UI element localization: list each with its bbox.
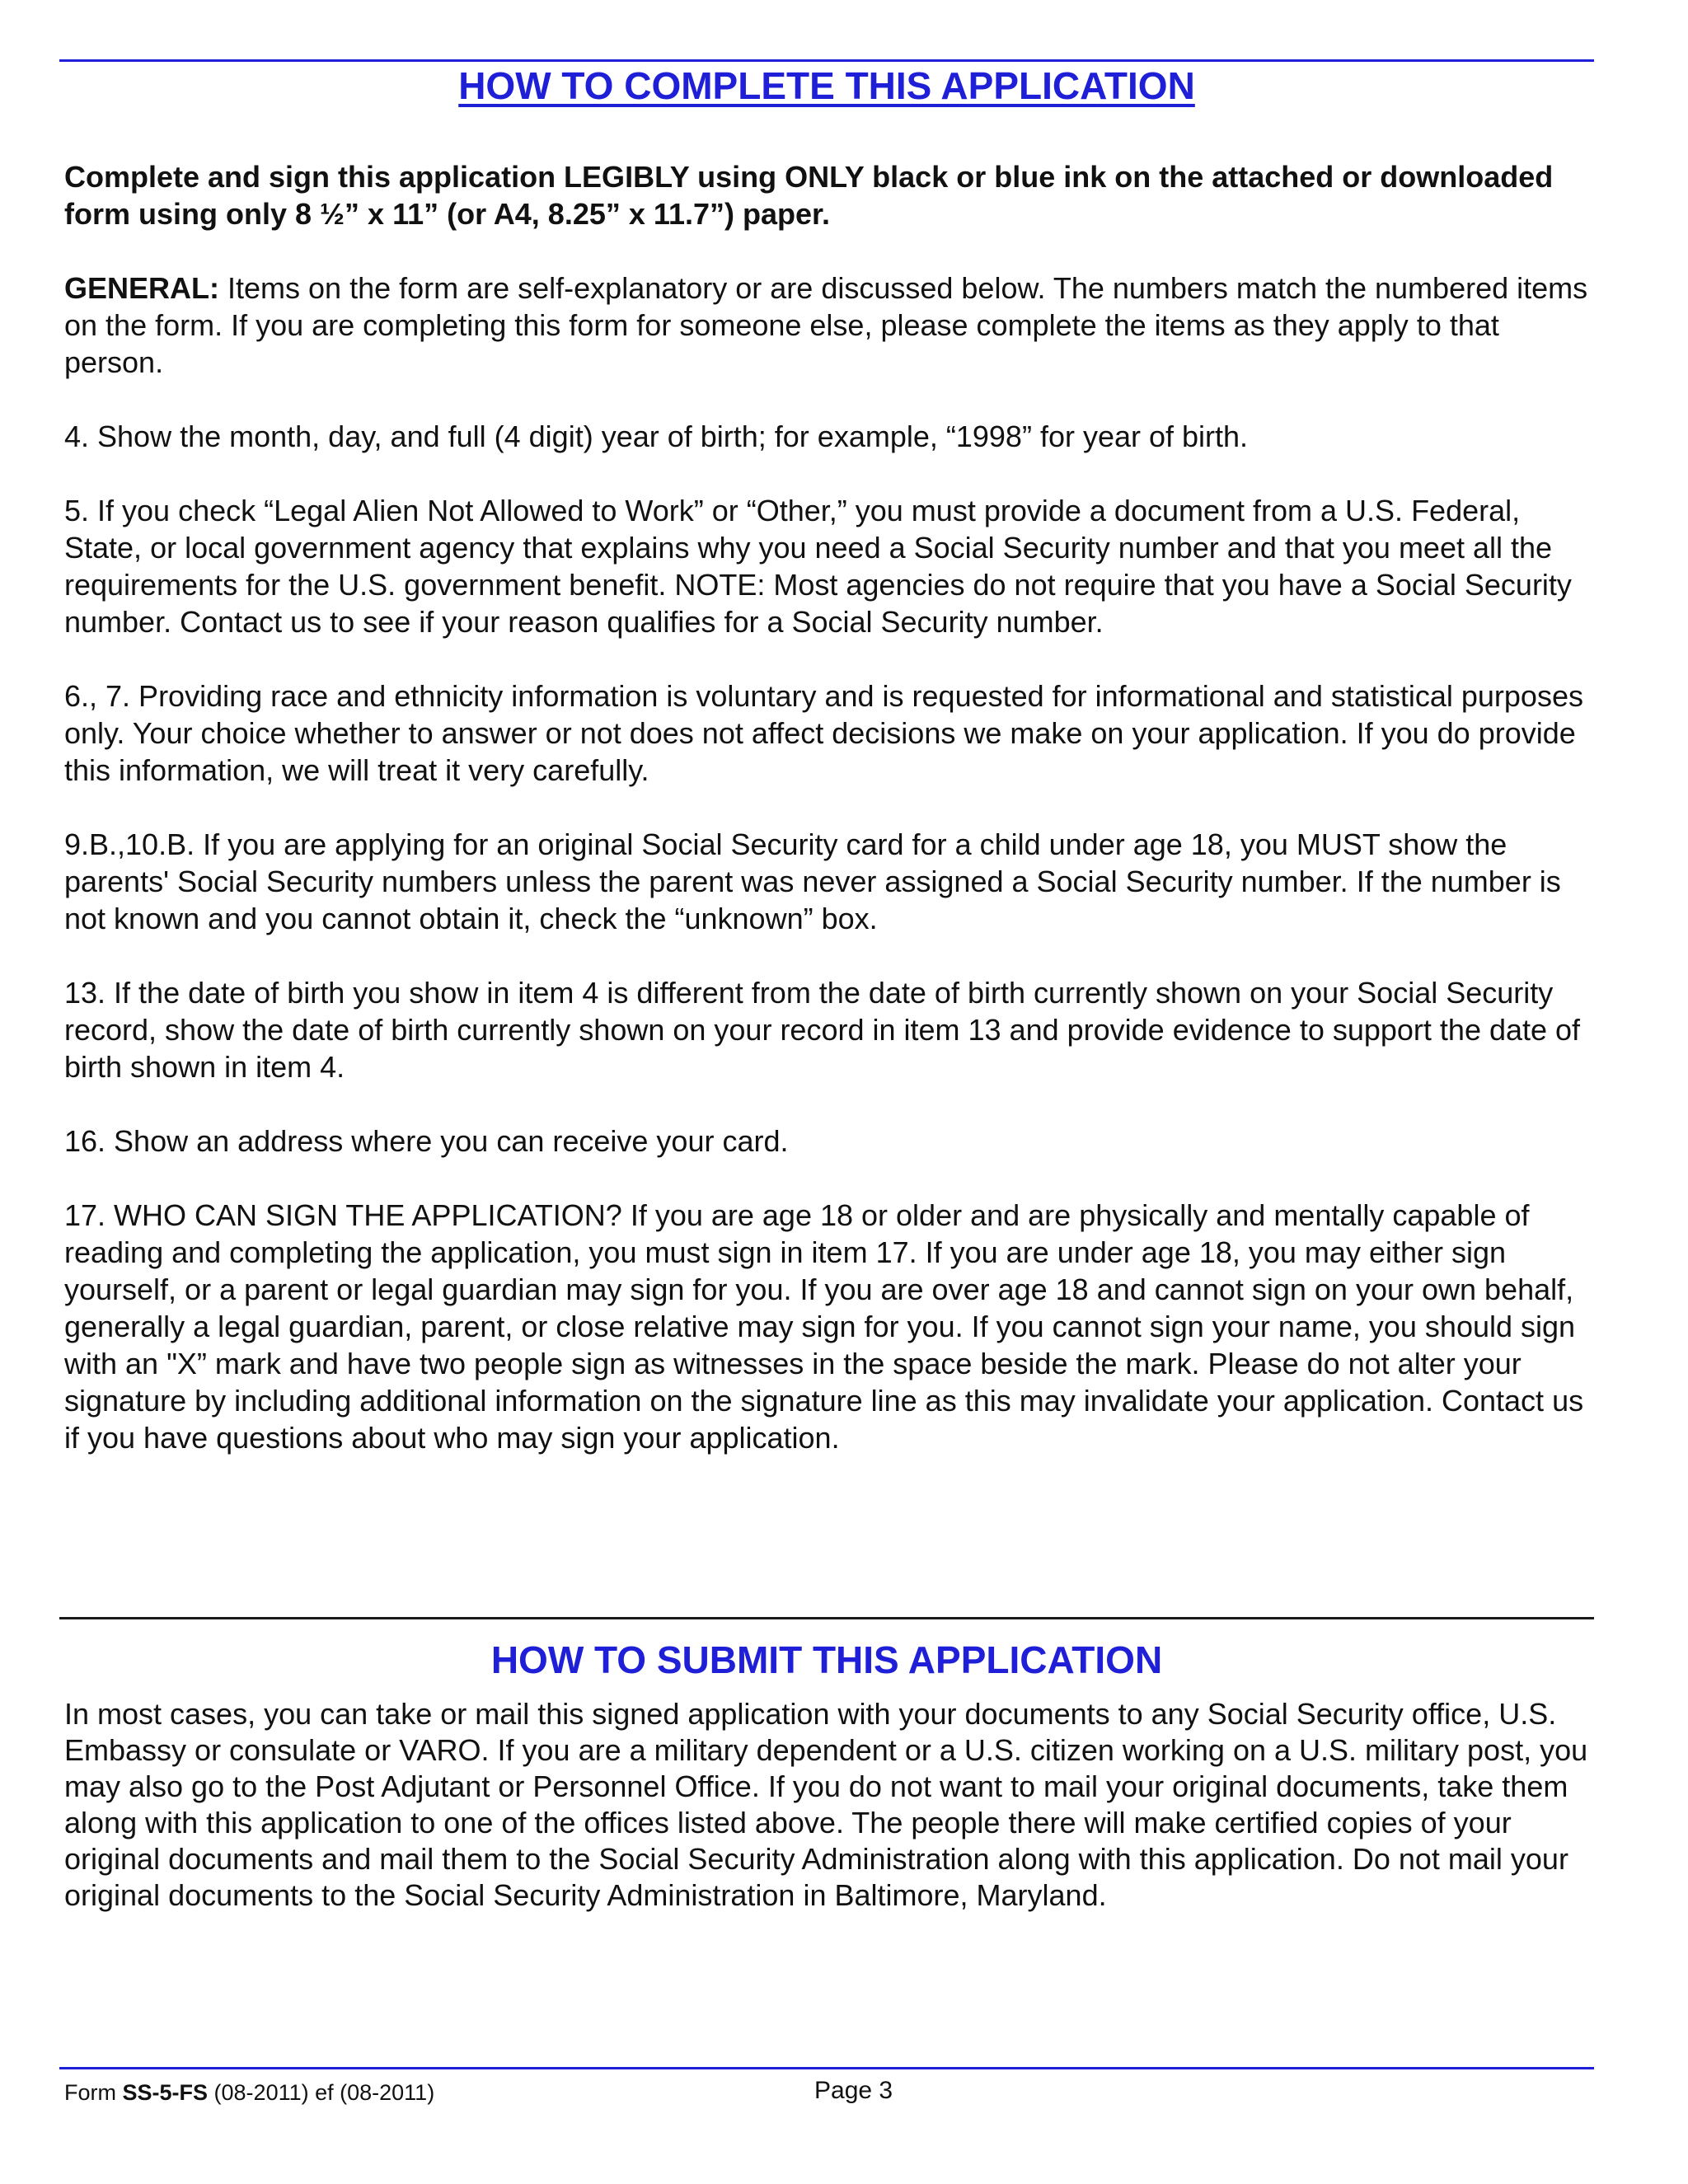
general-paragraph — [64, 269, 1599, 381]
general-label: GENERAL: — [64, 271, 219, 305]
submit-section-title: HOW TO SUBMIT THIS APPLICATION — [490, 1638, 1163, 1681]
item-9b-10b: 9.B.,10.B. If you are applying for an original Social Security card for a child under age 18, you MUST show the parents' Social Security numbers unless the parent was never assigned a Social Security number. If the number is not known and you cannot obtain it, check the “unknown” box. — [64, 827, 1561, 935]
item-6-7: 6., 7. Providing race and ethnicity information is voluntary and is requested for informational and statistical purposes only. Your choice whether to answer or not does not affect decisions we make on your application. If you do provide this information, we will treat it very carefully. — [64, 679, 1583, 787]
general-text: Items on the form are self-explanatory or are discussed below. The numbers match the numbered items on the form. If you are completing this form for someone else, please complete the items as they apply to that person. — [64, 271, 1588, 379]
form-id: SS-5-FS — [122, 2080, 209, 2105]
item-16: 16. Show an address where you can receive your card. — [64, 1124, 789, 1158]
item-5: 5. If you check “Legal Alien Not Allowed to Work” or “Other,” you must provide a document from a U.S. Federal, State, or local government agency that explains why you need a Social Security number and that you meet all the requirements for the U.S. government benefit. NOTE: Most agencies do not require that you have a Social Security number. Contact us to see if your reason qualifies for a Social Security number. — [64, 494, 1572, 639]
top-divider — [59, 59, 1594, 62]
item-17: 17. WHO CAN SIGN THE APPLICATION? If you are age 18 or older and are physically and mentally capable of reading and completing the application, you must sign in item 17. If you are under age 18, you may either sign yourself, or a parent or legal guardian may sign for you. If you are over age 18 and cannot sign on your own behalf, generally a legal guardian, parent, or close relative may sign for you. If you cannot sign your name, you should sign with an "X” mark and have two people sign as witnesses in the space beside the mark. Please do not alter your signature by including additional information on the signature line as this may invalidate your application. Contact us if you have questions about who may sign your application. — [64, 1198, 1584, 1455]
submit-section-text: In most cases, you can take or mail this signed application with your documents to any Social Security office, U.S. Embassy or consulate or VARO. If you are a military dependent or a U.S. citizen working on a U.S. military post, you may also go to the Post Adjutant or Personnel Office. If you do not want to mail your original documents, take them along with this application to one of the offices listed above. The people there will make certified copies of your original documents and mail them to the Social Security Administration along with this application. Do not mail your original documents to the Social Security Administration in Baltimore, Maryland. — [64, 1697, 1588, 1912]
footer-divider — [59, 2067, 1594, 2069]
item-4: 4. Show the month, day, and full (4 digit) year of birth; for example, “1998” for year of birth. — [64, 419, 1249, 453]
form-identifier — [64, 2079, 434, 2106]
complete-section-title: HOW TO COMPLETE THIS APPLICATION — [458, 64, 1195, 107]
page-number: Page 3 — [814, 2077, 893, 2104]
item-13: 13. If the date of birth you show in item 4 is different from the date of birth currently shown on your Social Security record, show the date of birth currently shown on your record in item 13 and provide evidence to support the date of birth shown in item 4. — [64, 976, 1581, 1084]
form-prefix: Form — [64, 2080, 123, 2105]
form-suffix: (08-2011) ef (08-2011) — [208, 2080, 435, 2105]
middle-divider — [59, 1617, 1594, 1619]
complete-section-body — [64, 158, 1599, 1493]
ink-instructions: Complete and sign this application LEGIBLY using ONLY black or blue ink on the attached or downloaded form using only 8 ½” x 11” (or A4, 8.25” x 11.7”) paper. — [64, 160, 1554, 231]
